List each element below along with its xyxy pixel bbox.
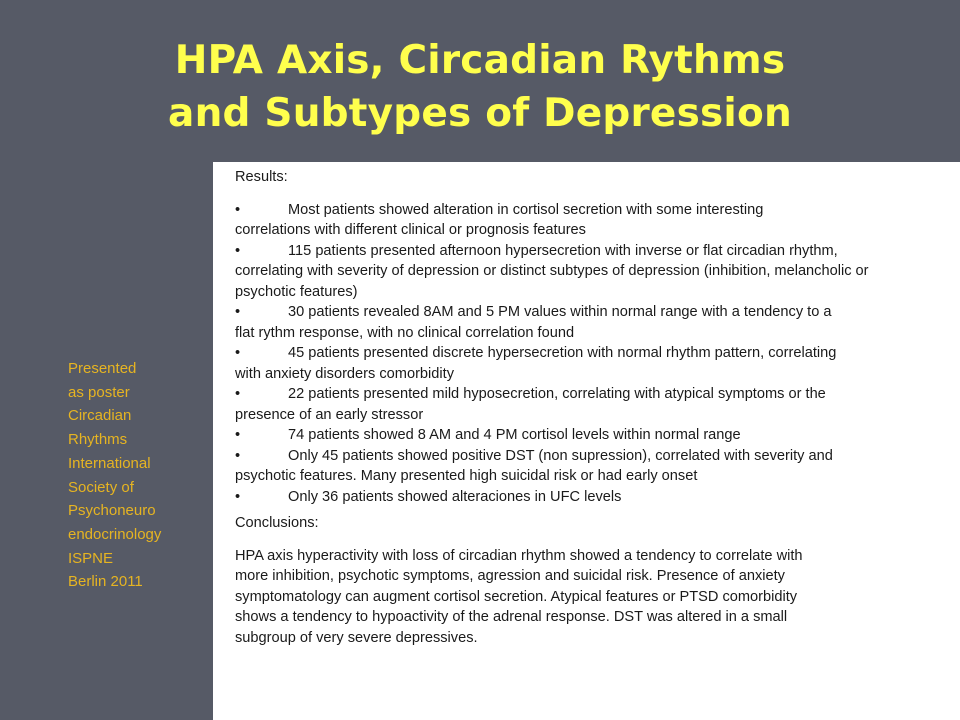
bullet-text-rest: flat rythm response, with no clinical correlation found — [235, 324, 575, 341]
conclusions-line: symptomatology can augment cortisol secretion. Atypical features or PTSD comorbidity — [235, 588, 798, 605]
document-excerpt — [213, 162, 960, 720]
poster-note-line: ISPNE — [68, 549, 114, 567]
bullet-text-rest: correlating with severity of depression or distinct subtypes of depression (inhibition, melancholic or psychotic features) — [235, 263, 869, 300]
result-bullet — [235, 384, 925, 425]
bullet-icon: • — [235, 427, 241, 443]
poster-note-line: endocrinology — [68, 525, 162, 543]
result-bullet — [235, 241, 925, 303]
bullet-icon: • — [235, 201, 241, 218]
bullet-icon: • — [235, 488, 241, 505]
poster-note-line: Presented — [68, 360, 137, 377]
slide-title-line-2: and Subtypes of Depression — [168, 91, 792, 136]
slide-title-line-1: HPA Axis, Circadian Rythms — [174, 38, 786, 83]
poster-note-line: Society of — [68, 478, 134, 496]
bullet-text-first: Most patients showed alteration in cortisol secretion with some interesting — [288, 201, 764, 218]
bullet-text-first: 45 patients presented discrete hypersecretion with normal rhythm pattern, correlating — [288, 345, 837, 361]
poster-note-line: International — [68, 454, 151, 472]
bullet-text-rest: presence of an early stressor — [235, 406, 424, 423]
result-bullet — [235, 343, 925, 384]
bullet-icon: • — [235, 345, 241, 361]
bullet-text-first: 22 patients presented mild hyposecretion, correlating with atypical symptoms or the — [288, 386, 826, 402]
results-heading: Results: — [235, 169, 288, 185]
conclusions-line: more inhibition, psychotic symptoms, agression and suicidal risk. Presence of anxiety — [235, 568, 785, 584]
bullet-text-rest: with anxiety disorders comorbidity — [235, 365, 454, 382]
bullet-text-first: 30 patients revealed 8AM and 5 PM values within normal range with a tendency to a — [288, 304, 832, 320]
bullet-icon: • — [235, 386, 241, 402]
poster-note-line: Rhythms — [68, 431, 128, 449]
bullet-text-rest: correlations with different clinical or prognosis features — [235, 222, 586, 238]
poster-note-line: Circadian — [68, 407, 132, 425]
bullet-text-rest: psychotic features. Many presented high suicidal risk or had early onset — [235, 468, 698, 484]
result-bullet — [235, 302, 925, 343]
conclusions-line: HPA axis hyperactivity with loss of circadian rhythm showed a tendency to correlate with — [235, 547, 803, 564]
result-bullet — [235, 200, 925, 241]
bullet-text-first: Only 36 patients showed alteraciones in UFC levels — [288, 488, 622, 505]
bullet-icon: • — [235, 447, 241, 464]
bullet-text-first: 74 patients showed 8 AM and 4 PM cortisol levels within normal range — [288, 427, 741, 443]
bullet-text-first: 115 patients presented afternoon hypersecretion with inverse or flat circadian rhythm, — [288, 242, 838, 259]
result-bullet — [235, 446, 925, 487]
conclusions-line: subgroup of very severe depressives. — [235, 629, 478, 646]
document-body — [235, 167, 925, 648]
poster-note-line: Berlin 2011 — [68, 573, 143, 591]
bullet-icon: • — [235, 242, 241, 259]
slide-title — [0, 34, 960, 140]
conclusions-heading: Conclusions: — [235, 515, 319, 531]
poster-note-line: Psychoneuro — [68, 502, 156, 520]
conclusions-paragraph — [235, 546, 925, 649]
conclusions-line: shows a tendency to hypoactivity of the adrenal response. DST was altered in a small — [235, 609, 788, 625]
poster-note-line: as poster — [68, 383, 130, 401]
result-bullet — [235, 425, 925, 446]
poster-note — [68, 357, 208, 594]
bullet-icon: • — [235, 304, 241, 320]
result-bullet — [235, 487, 925, 508]
bullet-text-first: Only 45 patients showed positive DST (non supression), correlated with severity and — [288, 447, 833, 464]
